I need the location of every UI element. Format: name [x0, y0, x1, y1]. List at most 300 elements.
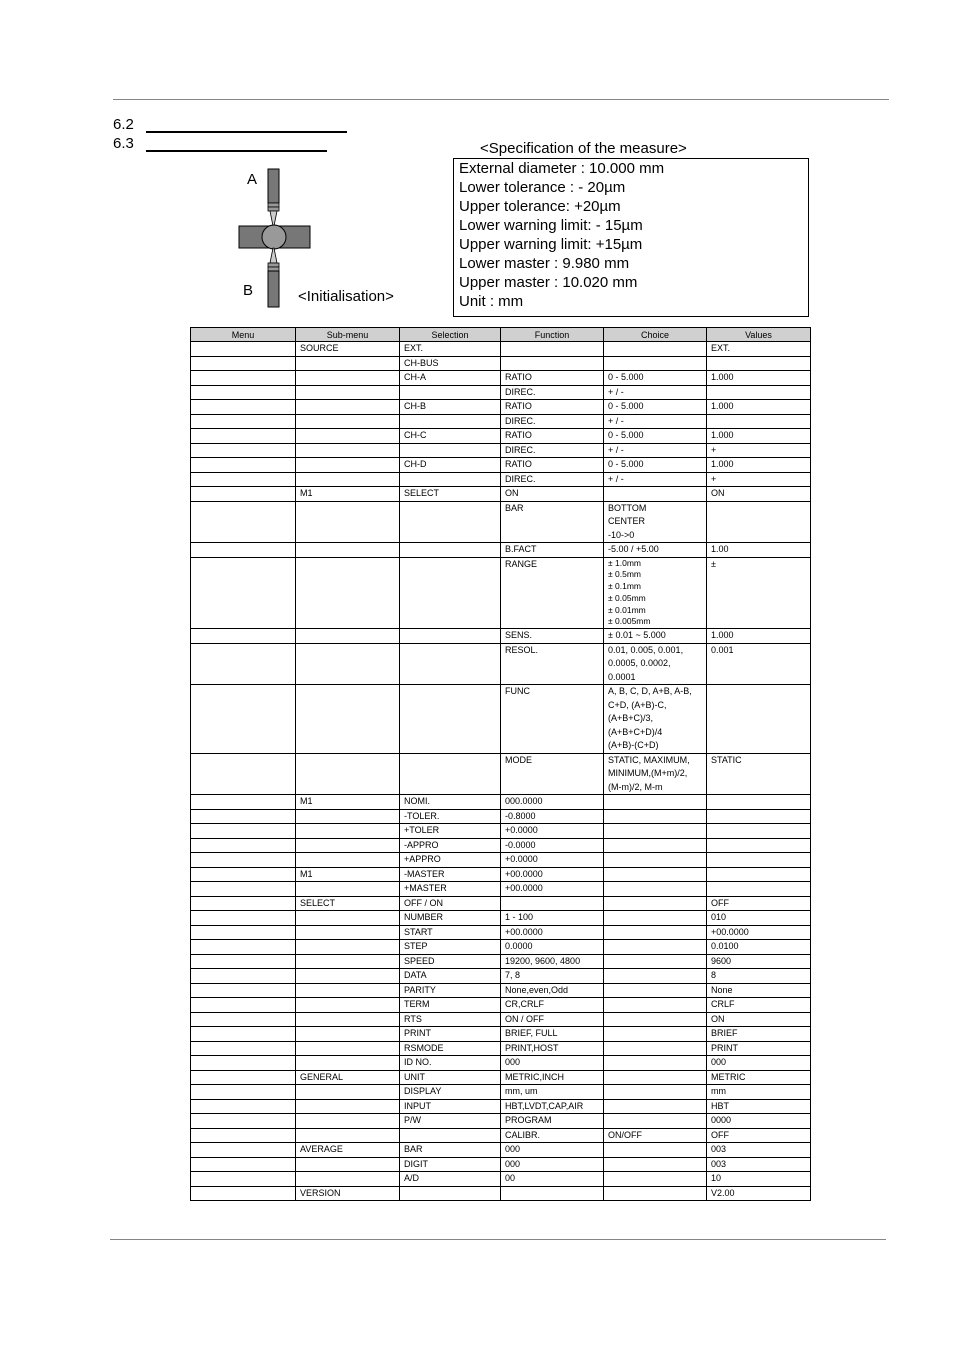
cell-function: RANGE	[501, 557, 604, 629]
cell-values: mm	[707, 1085, 811, 1100]
cell-menu	[191, 1172, 296, 1187]
cell-function	[501, 356, 604, 371]
cell-values: EXT.	[707, 342, 811, 357]
cell-menu	[191, 385, 296, 400]
cell-line: ± 0.05mm	[608, 592, 646, 603]
cell-selection: -MASTER	[400, 867, 501, 882]
cell-sub-menu: VERSION	[296, 1186, 400, 1201]
col-header-selection: Selection	[400, 328, 501, 342]
cell-values: ON	[707, 487, 811, 502]
table-row	[191, 753, 811, 795]
cell-selection: RTS	[400, 1012, 501, 1027]
cell-selection: SELECT	[400, 487, 501, 502]
spec-line: Upper tolerance: +20µm	[459, 198, 621, 215]
cell-selection: CH-B	[400, 400, 501, 415]
cell-sub-menu: SELECT	[296, 896, 400, 911]
cell-choice: 0 - 5.000	[604, 371, 707, 386]
cell-line: BOTTOM	[608, 502, 647, 513]
cell-selection: ID NO.	[400, 1056, 501, 1071]
cell-sub-menu	[296, 685, 400, 754]
table-row	[191, 543, 811, 558]
cell-line: MINIMUM,(M+m)/2,	[608, 768, 688, 779]
cell-function	[501, 896, 604, 911]
cell-menu	[191, 629, 296, 644]
cell-choice	[604, 1099, 707, 1114]
cell-function: RATIO	[501, 371, 604, 386]
cell-choice	[604, 925, 707, 940]
cell-function: 1 - 100	[501, 911, 604, 926]
cell-values	[707, 385, 811, 400]
cell-menu	[191, 1012, 296, 1027]
cell-sub-menu	[296, 1041, 400, 1056]
table-row	[191, 1143, 811, 1158]
cell-menu	[191, 371, 296, 386]
cell-menu	[191, 983, 296, 998]
cell-sub-menu	[296, 998, 400, 1013]
cell-values: 1.000	[707, 371, 811, 386]
probe-a-tip	[270, 211, 277, 226]
cell-function: HBT,LVDT,CAP,AIR	[501, 1099, 604, 1114]
cell-function: BAR	[501, 501, 604, 543]
cell-values	[707, 356, 811, 371]
cell-menu	[191, 795, 296, 810]
cell-function: FUNC	[501, 685, 604, 754]
cell-values: V2.00	[707, 1186, 811, 1201]
cell-function: -0.8000	[501, 809, 604, 824]
section-6-2-title-underline	[146, 131, 347, 133]
cell-function: +0.0000	[501, 853, 604, 868]
cell-values: +	[707, 472, 811, 487]
cell-function: DIREC.	[501, 472, 604, 487]
cell-choice	[604, 1172, 707, 1187]
table-row	[191, 487, 811, 502]
cell-line: STATIC, MAXIMUM,	[608, 754, 690, 765]
probe-b-tip	[270, 248, 277, 263]
cell-choice	[604, 983, 707, 998]
cell-sub-menu	[296, 472, 400, 487]
cell-menu	[191, 824, 296, 839]
cell-line: ± 0.01mm	[608, 604, 646, 615]
cell-menu	[191, 400, 296, 415]
table-row	[191, 1099, 811, 1114]
cell-sub-menu	[296, 543, 400, 558]
cell-values: ±	[707, 557, 811, 629]
table-row	[191, 1041, 811, 1056]
workpiece-circle	[262, 225, 286, 249]
cell-choice	[604, 1186, 707, 1201]
spec-box	[453, 158, 809, 317]
probe-b-label: B	[243, 282, 254, 299]
cell-function: CR,CRLF	[501, 998, 604, 1013]
cell-sub-menu	[296, 954, 400, 969]
cell-menu	[191, 882, 296, 897]
cell-menu	[191, 1186, 296, 1201]
cell-sub-menu	[296, 882, 400, 897]
cell-choice	[604, 940, 707, 955]
cell-sub-menu	[296, 753, 400, 795]
cell-selection: PARITY	[400, 983, 501, 998]
cell-values: 1.000	[707, 629, 811, 644]
cell-choice	[604, 356, 707, 371]
cell-menu	[191, 643, 296, 685]
cell-sub-menu	[296, 443, 400, 458]
table-row	[191, 882, 811, 897]
cell-choice: 0 - 5.000	[604, 458, 707, 473]
cell-sub-menu	[296, 983, 400, 998]
cell-menu	[191, 969, 296, 984]
cell-sub-menu: SOURCE	[296, 342, 400, 357]
cell-choice	[604, 911, 707, 926]
cell-sub-menu	[296, 501, 400, 543]
probe-a-body	[268, 169, 279, 203]
cell-values	[707, 853, 811, 868]
cell-choice	[604, 1070, 707, 1085]
cell-menu	[191, 838, 296, 853]
table-row	[191, 1056, 811, 1071]
cell-menu	[191, 557, 296, 629]
cell-function: None,even,Odd	[501, 983, 604, 998]
cell-sub-menu	[296, 1085, 400, 1100]
cell-menu	[191, 429, 296, 444]
cell-selection: TERM	[400, 998, 501, 1013]
cell-line: CENTER	[608, 516, 646, 526]
cell-menu	[191, 1143, 296, 1158]
cell-function: +00.0000	[501, 925, 604, 940]
table-row	[191, 685, 811, 754]
cell-sub-menu	[296, 458, 400, 473]
cell-sub-menu	[296, 853, 400, 868]
cell-menu	[191, 1099, 296, 1114]
cell-values: METRIC	[707, 1070, 811, 1085]
probe-b-ring	[268, 267, 279, 271]
cell-values	[707, 809, 811, 824]
cell-values: +00.0000	[707, 925, 811, 940]
cell-selection: -TOLER.	[400, 809, 501, 824]
table-row	[191, 1085, 811, 1100]
table-row	[191, 557, 811, 629]
cell-choice	[604, 1157, 707, 1172]
cell-choice	[604, 1114, 707, 1129]
cell-selection: +MASTER	[400, 882, 501, 897]
table-row	[191, 911, 811, 926]
cell-function: BRIEF, FULL	[501, 1027, 604, 1042]
cell-menu	[191, 501, 296, 543]
cell-values	[707, 501, 811, 543]
cell-sub-menu	[296, 414, 400, 429]
cell-selection: CH-D	[400, 458, 501, 473]
cell-values	[707, 838, 811, 853]
section-6-2-number: 6.2	[113, 116, 134, 133]
figure-caption: <Initialisation>	[298, 288, 394, 305]
header-rule	[113, 99, 889, 100]
cell-choice: + / -	[604, 472, 707, 487]
cell-sub-menu	[296, 429, 400, 444]
cell-values	[707, 867, 811, 882]
cell-selection: DATA	[400, 969, 501, 984]
footer-rule	[110, 1239, 886, 1240]
cell-sub-menu	[296, 557, 400, 629]
table-row	[191, 385, 811, 400]
cell-function: 19200, 9600, 4800	[501, 954, 604, 969]
cell-choice	[604, 824, 707, 839]
cell-values: 000	[707, 1056, 811, 1071]
table-row	[191, 501, 811, 543]
cell-values	[707, 882, 811, 897]
cell-function	[501, 1186, 604, 1201]
cell-values: 10	[707, 1172, 811, 1187]
cell-function: ON	[501, 487, 604, 502]
cell-function: -0.0000	[501, 838, 604, 853]
cell-choice: + / -	[604, 385, 707, 400]
cell-function: 0.0000	[501, 940, 604, 955]
cell-values: 003	[707, 1157, 811, 1172]
cell-menu	[191, 1157, 296, 1172]
cell-function: RESOL.	[501, 643, 604, 685]
cell-line: 0.0005, 0.0002,	[608, 658, 671, 669]
table-row	[191, 472, 811, 487]
cell-sub-menu	[296, 911, 400, 926]
table-row	[191, 1070, 811, 1085]
probe-b-ring	[268, 263, 279, 267]
cell-choice	[604, 853, 707, 868]
cell-selection	[400, 685, 501, 754]
table-row	[191, 1128, 811, 1143]
section-6-3-title-underline	[146, 150, 327, 152]
cell-choice	[604, 753, 707, 795]
cell-sub-menu	[296, 969, 400, 984]
cell-sub-menu	[296, 400, 400, 415]
cell-choice	[604, 557, 707, 629]
table-row	[191, 983, 811, 998]
cell-choice	[604, 896, 707, 911]
table-row	[191, 1114, 811, 1129]
cell-selection	[400, 443, 501, 458]
probe-a-label: A	[247, 171, 258, 188]
cell-sub-menu	[296, 643, 400, 685]
cell-sub-menu	[296, 1172, 400, 1187]
cell-values: 0000	[707, 1114, 811, 1129]
cell-values	[707, 414, 811, 429]
table-row	[191, 1027, 811, 1042]
cell-selection	[400, 557, 501, 629]
cell-values: BRIEF	[707, 1027, 811, 1042]
cell-choice	[604, 1143, 707, 1158]
cell-values: 0.0100	[707, 940, 811, 955]
cell-selection	[400, 543, 501, 558]
cell-choice	[604, 1056, 707, 1071]
table-row	[191, 1172, 811, 1187]
cell-function: RATIO	[501, 458, 604, 473]
cell-selection: PRINT	[400, 1027, 501, 1042]
cell-selection: SPEED	[400, 954, 501, 969]
cell-menu	[191, 940, 296, 955]
cell-sub-menu	[296, 1027, 400, 1042]
section-6-3-number: 6.3	[113, 135, 134, 152]
cell-selection	[400, 1186, 501, 1201]
cell-function: PROGRAM	[501, 1114, 604, 1129]
cell-selection: A/D	[400, 1172, 501, 1187]
spec-line: Lower tolerance : - 20µm	[459, 179, 626, 196]
cell-values: 010	[707, 911, 811, 926]
cell-function: DIREC.	[501, 443, 604, 458]
cell-function: +00.0000	[501, 867, 604, 882]
spec-line: Unit : mm	[459, 293, 524, 310]
cell-values: 1.000	[707, 400, 811, 415]
cell-selection: DISPLAY	[400, 1085, 501, 1100]
table-row	[191, 969, 811, 984]
cell-sub-menu	[296, 629, 400, 644]
table-row	[191, 1157, 811, 1172]
cell-menu	[191, 487, 296, 502]
cell-line: -10->0	[608, 529, 635, 540]
cell-sub-menu	[296, 940, 400, 955]
cell-values: CRLF	[707, 998, 811, 1013]
cell-values	[707, 795, 811, 810]
table-row	[191, 998, 811, 1013]
cell-values: ON	[707, 1012, 811, 1027]
cell-choice: ON/OFF	[604, 1128, 707, 1143]
cell-selection: P/W	[400, 1114, 501, 1129]
cell-menu	[191, 685, 296, 754]
cell-menu	[191, 1114, 296, 1129]
cell-sub-menu	[296, 824, 400, 839]
table-row	[191, 458, 811, 473]
cell-menu	[191, 1128, 296, 1143]
cell-values: None	[707, 983, 811, 998]
cell-menu	[191, 925, 296, 940]
cell-choice: 0 - 5.000	[604, 429, 707, 444]
table-row	[191, 824, 811, 839]
cell-values: +	[707, 443, 811, 458]
cell-selection	[400, 501, 501, 543]
cell-line: ± 0.5mm	[608, 569, 642, 580]
cell-function: CALIBR.	[501, 1128, 604, 1143]
cell-selection	[400, 643, 501, 685]
table-row	[191, 443, 811, 458]
cell-sub-menu	[296, 371, 400, 386]
cell-sub-menu	[296, 356, 400, 371]
cell-selection: -APPRO	[400, 838, 501, 853]
cell-function: B.FACT	[501, 543, 604, 558]
cell-menu	[191, 414, 296, 429]
table-row	[191, 371, 811, 386]
cell-values: 1.000	[707, 458, 811, 473]
cell-choice: + / -	[604, 443, 707, 458]
cell-selection: INPUT	[400, 1099, 501, 1114]
cell-values: HBT	[707, 1099, 811, 1114]
cell-sub-menu	[296, 1056, 400, 1071]
cell-values	[707, 685, 811, 754]
cell-values: 8	[707, 969, 811, 984]
cell-selection: NOMI.	[400, 795, 501, 810]
spec-title: <Specification of the measure>	[480, 140, 687, 157]
cell-values	[707, 824, 811, 839]
col-header-sub-menu: Sub-menu	[296, 328, 400, 342]
cell-values: OFF	[707, 896, 811, 911]
cell-choice	[604, 838, 707, 853]
col-header-choice: Choice	[604, 328, 707, 342]
cell-choice	[604, 1012, 707, 1027]
cell-line: 0.0001	[608, 671, 636, 682]
cell-line: (M-m)/2, M-m	[608, 781, 663, 792]
cell-selection: OFF / ON	[400, 896, 501, 911]
table-row	[191, 342, 811, 357]
table-row	[191, 629, 811, 644]
table-row	[191, 795, 811, 810]
cell-menu	[191, 1027, 296, 1042]
cell-menu	[191, 443, 296, 458]
cell-selection: +TOLER	[400, 824, 501, 839]
cell-function: RATIO	[501, 400, 604, 415]
cell-sub-menu	[296, 1099, 400, 1114]
spec-line: Upper warning limit: +15µm	[459, 236, 643, 253]
table-row	[191, 853, 811, 868]
cell-values: 1.00	[707, 543, 811, 558]
cell-values: 1.000	[707, 429, 811, 444]
cell-sub-menu	[296, 809, 400, 824]
cell-line: A, B, C, D, A+B, A-B,	[608, 686, 692, 697]
table-row	[191, 643, 811, 685]
cell-sub-menu	[296, 1114, 400, 1129]
cell-menu	[191, 342, 296, 357]
cell-menu	[191, 1085, 296, 1100]
cell-function: MODE	[501, 753, 604, 795]
table-header-row	[191, 328, 811, 342]
cell-sub-menu: M1	[296, 795, 400, 810]
cell-function: +00.0000	[501, 882, 604, 897]
cell-selection: CH-A	[400, 371, 501, 386]
spec-line: External diameter : 10.000 mm	[459, 160, 665, 177]
probe-b-body	[268, 271, 279, 307]
cell-sub-menu	[296, 1012, 400, 1027]
table-row	[191, 940, 811, 955]
cell-choice: -5.00 / +5.00	[604, 543, 707, 558]
cell-menu	[191, 753, 296, 795]
cell-selection	[400, 753, 501, 795]
cell-choice	[604, 1085, 707, 1100]
cell-line: (A+B)-(C+D)	[608, 740, 659, 751]
cell-function: DIREC.	[501, 414, 604, 429]
cell-menu	[191, 867, 296, 882]
cell-selection: +APPRO	[400, 853, 501, 868]
cell-function: SENS.	[501, 629, 604, 644]
cell-sub-menu: M1	[296, 487, 400, 502]
probe-a-ring	[268, 207, 279, 211]
cell-choice	[604, 342, 707, 357]
gauge-diagram	[236, 166, 316, 311]
cell-choice	[604, 487, 707, 502]
cell-selection	[400, 414, 501, 429]
cell-function: 00	[501, 1172, 604, 1187]
table-row	[191, 429, 811, 444]
cell-values: PRINT	[707, 1041, 811, 1056]
cell-line: C+D, (A+B)-C,	[608, 699, 667, 710]
cell-sub-menu	[296, 1128, 400, 1143]
cell-choice: ± 0.01 ~ 5.000	[604, 629, 707, 644]
table-row	[191, 954, 811, 969]
cell-sub-menu	[296, 838, 400, 853]
cell-selection: NUMBER	[400, 911, 501, 926]
cell-menu	[191, 809, 296, 824]
cell-choice	[604, 954, 707, 969]
table-row	[191, 809, 811, 824]
cell-line: ± 0.1mm	[608, 581, 642, 592]
cell-selection	[400, 472, 501, 487]
cell-choice	[604, 501, 707, 543]
cell-function: DIREC.	[501, 385, 604, 400]
cell-selection	[400, 1128, 501, 1143]
spec-line: Upper master : 10.020 mm	[459, 274, 638, 291]
